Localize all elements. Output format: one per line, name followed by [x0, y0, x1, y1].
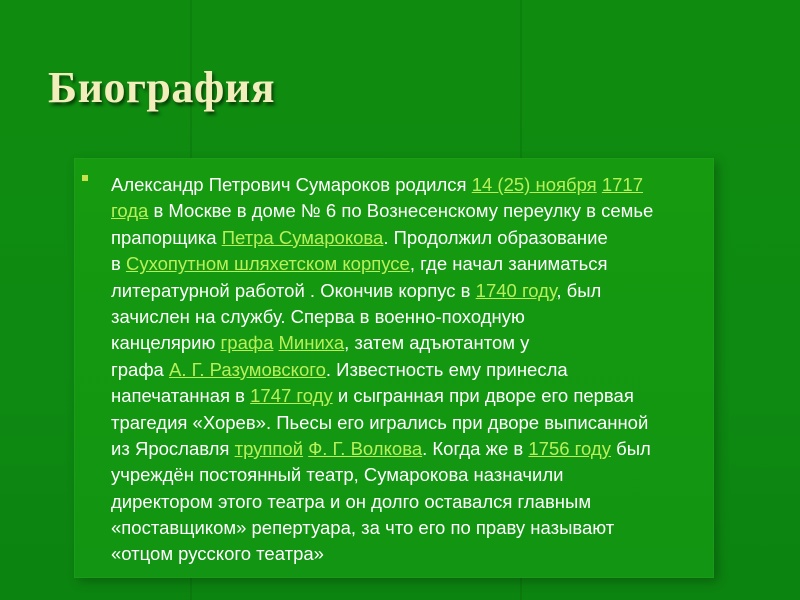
paragraph-line	[111, 515, 716, 541]
paragraph-text: , был	[556, 279, 602, 301]
paragraph-line	[111, 225, 716, 251]
paragraph-line	[111, 541, 716, 567]
paragraph-text: прапорщика	[111, 226, 222, 248]
paragraph-text: «поставщиком» репертуара, за что его по праву называют	[111, 517, 615, 539]
paragraph-line	[111, 383, 716, 409]
wiki-link[interactable]: Петра Сумарокова	[221, 226, 384, 248]
wiki-link[interactable]: года	[111, 200, 149, 222]
paragraph-line	[111, 462, 716, 488]
wiki-link[interactable]: А. Г. Разумовского	[168, 358, 326, 380]
paragraph-text: из Ярославля	[111, 437, 235, 459]
wiki-link[interactable]: графа	[220, 332, 274, 354]
wiki-link[interactable]: 1747 году	[250, 385, 333, 407]
paragraph-text: учреждён постоянный театр, Сумарокова назначили	[111, 464, 564, 486]
paragraph-text: в	[111, 253, 126, 275]
paragraph-text: . Продолжил образование	[383, 226, 608, 248]
paragraph-text: графа	[111, 358, 169, 380]
paragraph-text: , затем адъютантом у	[344, 332, 530, 354]
wiki-link[interactable]: труппой	[234, 437, 304, 459]
paragraph-line	[111, 304, 716, 330]
paragraph-line	[111, 278, 716, 304]
wiki-link[interactable]: Ф. Г. Волкова	[308, 437, 423, 459]
paragraph-text: трагедия «Хорев». Пьесы его игрались при дворе выписанной	[111, 411, 649, 433]
paragraph-text: зачислен на службу. Сперва в военно-походную	[111, 305, 525, 327]
wiki-link[interactable]: 1717	[601, 174, 643, 195]
paragraph-line	[111, 330, 716, 356]
wiki-link[interactable]: Сухопутном шляхетском корпусе	[125, 253, 410, 275]
paragraph-line	[111, 489, 716, 515]
paragraph-text: канцелярию	[111, 332, 221, 354]
paragraph-line	[111, 357, 716, 383]
paragraph-text: , где начал заниматься	[409, 253, 608, 275]
wiki-link[interactable]: 1756 году	[528, 437, 611, 459]
paragraph-text: литературной работой . Окончив корпус в	[111, 279, 476, 301]
wiki-link[interactable]: 1740 году	[475, 279, 557, 301]
paragraph-line	[111, 172, 716, 198]
square-bullet-icon	[82, 175, 88, 181]
wiki-link[interactable]: Миниха	[278, 332, 345, 354]
paragraph-text: Александр Петрович Сумароков родился	[111, 174, 472, 195]
wiki-link[interactable]: 14 (25) ноября	[471, 174, 597, 195]
paragraph-text: был	[610, 437, 651, 459]
paragraph-line	[111, 436, 716, 462]
paragraph-line	[111, 198, 716, 224]
slide-title: Биография	[48, 63, 275, 112]
paragraph-text: . Известность ему принесла	[325, 358, 568, 380]
paragraph-line	[111, 251, 716, 277]
paragraph-text: и сыгранная при дворе его первая	[332, 385, 634, 407]
paragraph-text: директором этого театра и он долго оставался главным	[111, 490, 592, 512]
paragraph-text: «отцом русского театра»	[111, 543, 324, 565]
paragraph-line	[111, 410, 716, 436]
paragraph-text: напечатанная в	[111, 385, 251, 407]
paragraph-text: . Когда же в	[422, 437, 529, 459]
biography-paragraph	[111, 172, 716, 568]
paragraph-text: в Москве в доме № 6 по Вознесенскому переулку в семье	[148, 200, 654, 222]
